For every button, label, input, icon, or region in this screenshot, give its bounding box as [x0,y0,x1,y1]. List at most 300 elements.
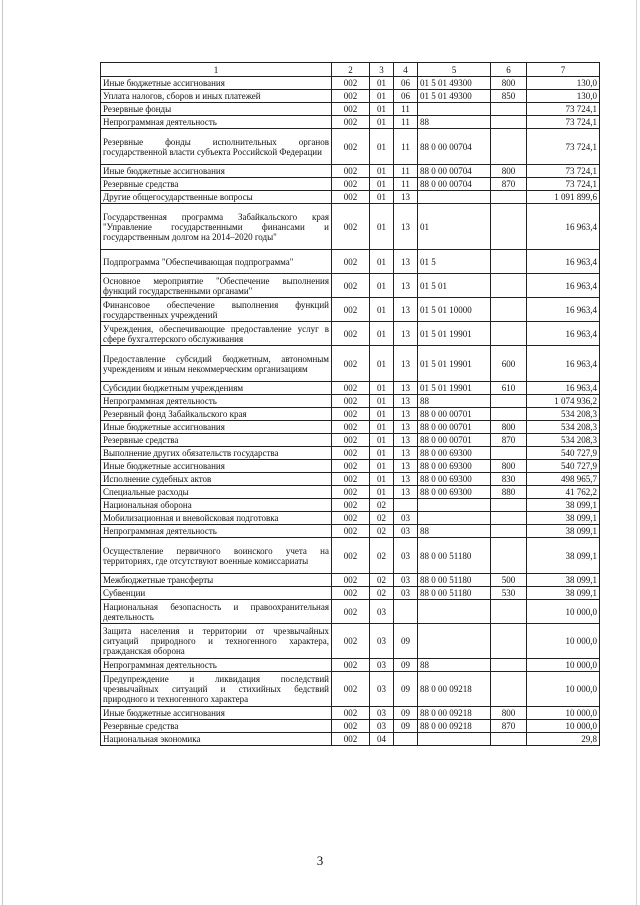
row-section: 03 [370,707,394,720]
row-kvsr: 002 [332,538,370,574]
table-row [101,587,600,600]
row-section: 02 [370,499,394,512]
row-subsection: 09 [394,672,418,707]
row-target-code: 01 5 01 19901 [418,346,491,382]
row-expense-type [491,116,527,129]
row-amount: 1 074 936,2 [527,395,600,408]
row-amount: 10 000,0 [527,624,600,659]
row-section: 03 [370,600,394,624]
row-expense-type: 800 [491,460,527,473]
col-header: 6 [491,63,527,77]
table-row [101,191,600,204]
row-kvsr: 002 [332,525,370,538]
row-section: 01 [370,434,394,447]
row-section: 01 [370,129,394,165]
row-subsection: 13 [394,191,418,204]
row-subsection: 13 [394,382,418,395]
row-name: Выполнение других обязательств государства [101,447,332,460]
row-subsection: 09 [394,720,418,733]
row-amount: 73 724,1 [527,178,600,191]
row-expense-type [491,525,527,538]
row-subsection: 13 [394,460,418,473]
row-expense-type [491,600,527,624]
row-target-code: 88 0 00 00701 [418,408,491,421]
table-body [101,77,600,746]
row-subsection: 11 [394,178,418,191]
row-subsection: 03 [394,587,418,600]
row-name: Субвенции [101,587,332,600]
page-number: 3 [316,853,324,868]
row-name: Исполнение судебных актов [101,473,332,486]
row-subsection: 03 [394,512,418,525]
row-target-code: 88 0 00 00701 [418,421,491,434]
row-kvsr: 002 [332,672,370,707]
row-target-code: 88 [418,395,491,408]
row-name: Иные бюджетные ассигнования [101,707,332,720]
row-expense-type [491,659,527,672]
row-target-code [418,191,491,204]
row-kvsr: 002 [332,499,370,512]
row-amount: 38 099,1 [527,499,600,512]
row-amount: 534 208,3 [527,434,600,447]
row-subsection: 03 [394,574,418,587]
table-row [101,395,600,408]
table-row [101,473,600,486]
row-amount: 41 762,2 [527,486,600,499]
row-expense-type [491,624,527,659]
row-expense-type: 800 [491,165,527,178]
table-row [101,538,600,574]
row-subsection: 09 [394,659,418,672]
row-amount: 38 099,1 [527,587,600,600]
row-expense-type [491,512,527,525]
row-section: 01 [370,486,394,499]
row-expense-type [491,733,527,746]
row-target-code: 01 5 01 49300 [418,90,491,103]
row-kvsr: 002 [332,204,370,250]
table-row [101,421,600,434]
row-subsection: 13 [394,486,418,499]
row-subsection: 13 [394,395,418,408]
table-row [101,346,600,382]
row-section: 02 [370,512,394,525]
row-expense-type [491,204,527,250]
row-subsection: 09 [394,624,418,659]
table-row [101,322,600,346]
row-target-code: 88 0 00 00704 [418,178,491,191]
row-amount: 73 724,1 [527,103,600,116]
row-expense-type [491,322,527,346]
row-kvsr: 002 [332,434,370,447]
row-section: 01 [370,408,394,421]
table-row [101,90,600,103]
row-subsection: 03 [394,525,418,538]
row-section: 03 [370,672,394,707]
row-subsection: 11 [394,103,418,116]
row-section: 02 [370,587,394,600]
row-target-code: 88 [418,659,491,672]
row-kvsr: 002 [332,395,370,408]
row-target-code: 88 0 00 09218 [418,720,491,733]
row-name: Резервный фонд Забайкальского края [101,408,332,421]
table-row [101,733,600,746]
row-kvsr: 002 [332,77,370,90]
row-target-code: 88 0 00 09218 [418,707,491,720]
table-row [101,274,600,298]
row-expense-type: 870 [491,434,527,447]
row-name: Резервные средства [101,434,332,447]
table-row [101,103,600,116]
row-name: Резервные фонды исполнительных органов государственной власти субъекта Российской Федерации [101,129,332,165]
row-section: 01 [370,191,394,204]
table-row [101,600,600,624]
row-section: 03 [370,720,394,733]
row-name: Мобилизационная и вневойсковая подготовка [101,512,332,525]
table-row [101,408,600,421]
row-amount: 10 000,0 [527,707,600,720]
row-section: 01 [370,421,394,434]
table-row [101,672,600,707]
row-expense-type: 800 [491,707,527,720]
row-kvsr: 002 [332,624,370,659]
row-name: Государственная программа Забайкальского края "Управление государственными финансами и государственным долгом на 2014–2020 годы" [101,204,332,250]
table-row [101,116,600,129]
row-target-code: 88 [418,116,491,129]
row-name: Финансовое обеспечение выполнения функций государственных учреждений [101,298,332,322]
row-target-code [418,600,491,624]
row-amount: 534 208,3 [527,408,600,421]
row-target-code: 88 0 00 09218 [418,672,491,707]
row-name: Уплата налогов, сборов и иных платежей [101,90,332,103]
row-amount: 130,0 [527,90,600,103]
table-row [101,434,600,447]
row-target-code [418,733,491,746]
row-kvsr: 002 [332,486,370,499]
row-kvsr: 002 [332,322,370,346]
row-expense-type [491,672,527,707]
row-section: 02 [370,574,394,587]
row-section: 01 [370,447,394,460]
row-name: Иные бюджетные ассигнования [101,460,332,473]
row-subsection: 13 [394,421,418,434]
row-name: Непрограммная деятельность [101,116,332,129]
row-section: 01 [370,274,394,298]
row-kvsr: 002 [332,408,370,421]
scan-edge-left [2,0,3,905]
table-row [101,460,600,473]
row-amount: 73 724,1 [527,165,600,178]
row-target-code: 88 0 00 00701 [418,434,491,447]
row-subsection: 13 [394,346,418,382]
table-row [101,129,600,165]
row-name: Иные бюджетные ассигнования [101,77,332,90]
row-target-code: 88 0 00 51180 [418,574,491,587]
table-header-row [101,63,600,77]
row-name: Резервные фонды [101,103,332,116]
row-section: 03 [370,659,394,672]
row-amount: 73 724,1 [527,129,600,165]
table-row [101,382,600,395]
row-kvsr: 002 [332,512,370,525]
row-section: 01 [370,204,394,250]
row-expense-type: 800 [491,421,527,434]
col-header: 1 [101,63,332,77]
row-kvsr: 002 [332,600,370,624]
row-section: 04 [370,733,394,746]
row-subsection: 06 [394,90,418,103]
row-amount: 38 099,1 [527,538,600,574]
row-section: 01 [370,395,394,408]
table-row [101,298,600,322]
row-amount: 16 963,4 [527,322,600,346]
row-amount: 16 963,4 [527,346,600,382]
row-expense-type: 500 [491,574,527,587]
row-section: 01 [370,103,394,116]
row-section: 01 [370,460,394,473]
row-kvsr: 002 [332,460,370,473]
row-amount: 10 000,0 [527,659,600,672]
row-amount: 16 963,4 [527,250,600,274]
row-name: Иные бюджетные ассигнования [101,421,332,434]
row-name: Национальная безопасность и правоохранительная деятельность [101,600,332,624]
row-section: 01 [370,346,394,382]
row-subsection: 13 [394,250,418,274]
row-kvsr: 002 [332,382,370,395]
row-expense-type: 610 [491,382,527,395]
row-kvsr: 002 [332,274,370,298]
row-subsection: 13 [394,298,418,322]
row-kvsr: 002 [332,421,370,434]
row-amount: 10 000,0 [527,720,600,733]
table-row [101,707,600,720]
table-row [101,486,600,499]
row-expense-type [491,447,527,460]
row-name: Предоставление субсидий бюджетным, автономным учреждениям и иным некоммерческим организациям [101,346,332,382]
col-header: 3 [370,63,394,77]
row-name: Предупреждение и ликвидация последствий чрезвычайных ситуаций и стихийных бедствий природного и техногенного характера [101,672,332,707]
row-kvsr: 002 [332,733,370,746]
row-target-code: 01 [418,204,491,250]
row-expense-type: 530 [491,587,527,600]
row-target-code: 88 0 00 69300 [418,460,491,473]
row-section: 02 [370,525,394,538]
table-row [101,499,600,512]
row-kvsr: 002 [332,587,370,600]
row-amount: 16 963,4 [527,382,600,395]
row-target-code: 01 5 01 19901 [418,382,491,395]
row-expense-type [491,395,527,408]
row-name: Непрограммная деятельность [101,395,332,408]
row-section: 01 [370,298,394,322]
row-kvsr: 002 [332,250,370,274]
row-target-code [418,499,491,512]
table-row [101,574,600,587]
row-kvsr: 002 [332,165,370,178]
row-name: Основное мероприятие "Обеспечение выполнения функций государственными органами" [101,274,332,298]
row-target-code: 88 0 00 69300 [418,486,491,499]
row-subsection: 13 [394,322,418,346]
row-section: 01 [370,165,394,178]
row-amount: 16 963,4 [527,298,600,322]
table-row [101,77,600,90]
row-expense-type [491,274,527,298]
row-subsection: 03 [394,538,418,574]
row-name: Резервные средства [101,178,332,191]
budget-table [100,62,600,746]
row-section: 02 [370,538,394,574]
row-target-code: 88 0 00 00704 [418,165,491,178]
row-subsection: 13 [394,204,418,250]
row-kvsr: 002 [332,178,370,191]
row-target-code: 01 5 01 10000 [418,298,491,322]
row-amount: 16 963,4 [527,274,600,298]
row-name: Непрограммная деятельность [101,525,332,538]
table-row [101,624,600,659]
row-amount: 540 727,9 [527,447,600,460]
row-name: Непрограммная деятельность [101,659,332,672]
row-amount: 498 965,7 [527,473,600,486]
row-section: 01 [370,90,394,103]
row-section: 03 [370,624,394,659]
row-subsection: 13 [394,473,418,486]
row-target-code: 01 5 01 19901 [418,322,491,346]
row-section: 01 [370,250,394,274]
table-row [101,165,600,178]
row-subsection: 11 [394,129,418,165]
row-section: 01 [370,77,394,90]
col-header: 4 [394,63,418,77]
row-subsection: 09 [394,707,418,720]
row-name: Национальная оборона [101,499,332,512]
row-kvsr: 002 [332,298,370,322]
row-subsection: 11 [394,116,418,129]
row-name: Иные бюджетные ассигнования [101,165,332,178]
row-expense-type [491,103,527,116]
row-kvsr: 002 [332,129,370,165]
row-name: Резервные средства [101,720,332,733]
table-row [101,250,600,274]
row-kvsr: 002 [332,103,370,116]
row-expense-type: 870 [491,178,527,191]
row-section: 01 [370,382,394,395]
row-kvsr: 002 [332,707,370,720]
row-name: Другие общегосударственные вопросы [101,191,332,204]
row-amount: 534 208,3 [527,421,600,434]
table-row [101,447,600,460]
row-expense-type: 870 [491,720,527,733]
row-expense-type [491,499,527,512]
row-name: Подпрограмма "Обеспечивающая подпрограмма" [101,250,332,274]
table-row [101,525,600,538]
row-name: Осуществление первичного воинского учета на территориях, где отсутствуют военные комиссариаты [101,538,332,574]
row-name: Учреждения, обеспечивающие предоставление услуг в сфере бухгалтерского обслуживания [101,322,332,346]
row-amount: 10 000,0 [527,672,600,707]
row-kvsr: 002 [332,90,370,103]
row-expense-type: 800 [491,77,527,90]
row-expense-type [491,298,527,322]
row-target-code: 01 5 01 [418,274,491,298]
row-target-code: 88 [418,525,491,538]
table-row [101,720,600,733]
row-section: 01 [370,178,394,191]
row-target-code: 88 0 00 69300 [418,473,491,486]
row-subsection [394,733,418,746]
row-target-code: 01 5 [418,250,491,274]
row-kvsr: 002 [332,346,370,382]
row-expense-type [491,408,527,421]
row-expense-type: 600 [491,346,527,382]
row-kvsr: 002 [332,720,370,733]
row-target-code [418,624,491,659]
row-amount: 38 099,1 [527,525,600,538]
row-amount: 1 091 899,6 [527,191,600,204]
row-amount: 540 727,9 [527,460,600,473]
row-name: Специальные расходы [101,486,332,499]
row-target-code: 88 0 00 69300 [418,447,491,460]
row-expense-type: 850 [491,90,527,103]
col-header: 2 [332,63,370,77]
row-expense-type: 830 [491,473,527,486]
row-amount: 10 000,0 [527,600,600,624]
row-target-code [418,103,491,116]
row-kvsr: 002 [332,659,370,672]
row-subsection [394,600,418,624]
row-target-code: 88 0 00 00704 [418,129,491,165]
row-subsection: 11 [394,165,418,178]
table-row [101,659,600,672]
row-name: Субсидии бюджетным учреждениям [101,382,332,395]
row-section: 01 [370,322,394,346]
row-expense-type [491,129,527,165]
row-subsection: 13 [394,447,418,460]
row-target-code: 01 5 01 49300 [418,77,491,90]
row-target-code: 88 0 00 51180 [418,587,491,600]
row-name: Защита населения и территории от чрезвычайных ситуаций природного и техногенного характера, гражданская оборона [101,624,332,659]
table-row [101,204,600,250]
row-amount: 73 724,1 [527,116,600,129]
row-subsection: 06 [394,77,418,90]
row-subsection: 13 [394,274,418,298]
row-name: Межбюджетные трансферты [101,574,332,587]
scan-edge-right [636,0,637,905]
row-amount: 130,0 [527,77,600,90]
row-subsection: 13 [394,434,418,447]
col-header: 7 [527,63,600,77]
row-subsection [394,499,418,512]
table-row [101,512,600,525]
table-row [101,178,600,191]
row-expense-type [491,250,527,274]
row-amount: 38 099,1 [527,512,600,525]
row-expense-type [491,538,527,574]
row-amount: 38 099,1 [527,574,600,587]
col-header: 5 [418,63,491,77]
row-section: 01 [370,473,394,486]
row-expense-type [491,191,527,204]
row-kvsr: 002 [332,574,370,587]
row-name: Национальная экономика [101,733,332,746]
row-kvsr: 002 [332,116,370,129]
row-kvsr: 002 [332,473,370,486]
row-amount: 16 963,4 [527,204,600,250]
row-target-code: 88 0 00 51180 [418,538,491,574]
row-section: 01 [370,116,394,129]
row-expense-type: 880 [491,486,527,499]
row-kvsr: 002 [332,447,370,460]
row-amount: 29,8 [527,733,600,746]
row-subsection: 13 [394,408,418,421]
row-target-code [418,512,491,525]
